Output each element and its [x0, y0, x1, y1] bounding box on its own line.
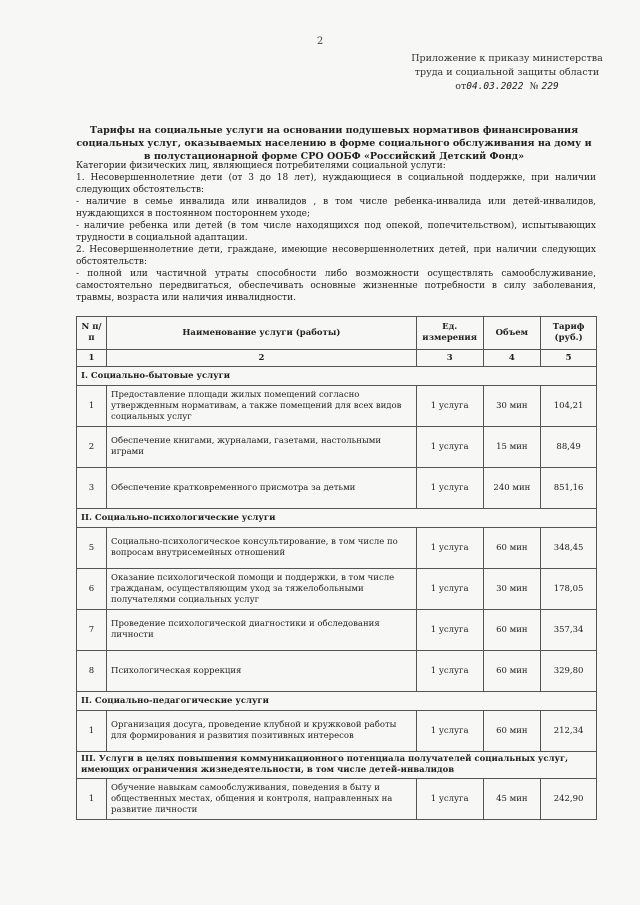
row-number: 1: [77, 779, 107, 820]
table-header-row: [77, 317, 597, 350]
row-volume: 240 мин: [483, 468, 541, 509]
row-unit: 1 услуга: [416, 386, 483, 427]
row-tariff: 851,16: [541, 468, 597, 509]
table-index-row: [77, 350, 597, 367]
intro-paragraph: Категории физических лиц, являющиеся потребителями социальной услуги:: [76, 161, 446, 171]
row-number: 2: [77, 427, 107, 468]
table-row: [77, 711, 597, 752]
row-number: 8: [77, 651, 107, 692]
row-number: 6: [77, 569, 107, 610]
section-title: II. Социально-психологические услуги: [77, 509, 597, 528]
row-volume: 60 мин: [483, 528, 541, 569]
table-row: [77, 528, 597, 569]
row-volume: 60 мин: [483, 651, 541, 692]
appendix-note: [397, 52, 617, 94]
row-number: 1: [77, 386, 107, 427]
row-tariff: 348,45: [541, 528, 597, 569]
header-service-name: Наименование услуги (работы): [107, 317, 417, 350]
row-tariff: 357,34: [541, 610, 597, 651]
row-volume: 30 мин: [483, 569, 541, 610]
row-service-name: Оказание психологической помощи и поддержки, в том числе гражданам, осуществляющим уход за тяжелобольными получателями социальных услуг: [107, 569, 417, 610]
table-row: [77, 651, 597, 692]
table-row: [77, 569, 597, 610]
header-volume: Объем: [483, 317, 541, 350]
row-service-name: Социально-психологическое консультирование, в том числе по вопросам внутрисемейных отношений: [107, 528, 417, 569]
page-number: 2: [316, 36, 324, 47]
row-number: 3: [77, 468, 107, 509]
intro-paragraph: 2. Несовершеннолетние дети, граждане, имеющие несовершеннолетних детей, при наличии следующих обстоятельств:: [76, 245, 596, 267]
appendix-number-sign: №: [529, 81, 539, 92]
row-volume: 30 мин: [483, 386, 541, 427]
document-title: Тарифы на социальные услуги на основании подушевых нормативов финансирования социальных услуг, оказываемых населению в форме социального обслуживания на дому и в полустационарной форме СРО ООБФ «Российский Детский Фонд»: [76, 125, 592, 162]
index-cell: 5: [541, 350, 597, 367]
row-volume: 45 мин: [483, 779, 541, 820]
row-service-name: Обеспечение книгами, журналами, газетами, настольными играми: [107, 427, 417, 468]
table-row: [77, 468, 597, 509]
header-unit: Ед. измерения: [416, 317, 483, 350]
row-service-name: Предоставление площади жилых помещений согласно утвержденным нормативам, а также помещений для всех видов социальных услуг: [107, 386, 417, 427]
intro-paragraph: - наличие в семье инвалида или инвалидов , в том числе ребенка-инвалида или детей-инвалидов, нуждающихся в постоянном постороннем уходе;: [76, 197, 596, 219]
row-unit: 1 услуга: [416, 569, 483, 610]
appendix-prefix: от: [455, 81, 467, 92]
row-volume: 15 мин: [483, 427, 541, 468]
row-tariff: 329,80: [541, 651, 597, 692]
row-tariff: 212,34: [541, 711, 597, 752]
appendix-date: 04.03.2022: [466, 81, 524, 92]
section-row: [77, 692, 597, 711]
tariff-table: [76, 316, 597, 820]
row-unit: 1 услуга: [416, 427, 483, 468]
row-service-name: Психологическая коррекция: [107, 651, 417, 692]
appendix-line-2: труда и социальной защиты области: [414, 67, 600, 78]
intro-text: [76, 160, 596, 304]
section-row: [77, 752, 597, 779]
appendix-line-3: [397, 80, 617, 94]
row-unit: 1 услуга: [416, 651, 483, 692]
row-number: 5: [77, 528, 107, 569]
table-row: [77, 427, 597, 468]
row-unit: 1 услуга: [416, 779, 483, 820]
index-cell: 3: [416, 350, 483, 367]
intro-paragraph: - полной или частичной утраты способности либо возможности осуществлять самообслуживание, самостоятельно передвигаться, обеспечивать основные жизненные потребности в силу заболевания, травмы, возраста или наличия инвалидности.: [76, 269, 596, 303]
row-unit: 1 услуга: [416, 468, 483, 509]
table-row: [77, 779, 597, 820]
row-volume: 60 мин: [483, 711, 541, 752]
section-row: [77, 367, 597, 386]
header-number: N п/п: [77, 317, 107, 350]
row-number: 7: [77, 610, 107, 651]
row-service-name: Обучение навыкам самообслуживания, поведения в быту и общественных местах, общения и контроля, направленных на развитие личности: [107, 779, 417, 820]
row-unit: 1 услуга: [416, 610, 483, 651]
intro-paragraph: 1. Несовершеннолетние дети (от 3 до 18 лет), нуждающиеся в социальной поддержке, при наличии следующих обстоятельств:: [76, 173, 596, 195]
section-title: I. Социально-бытовые услуги: [77, 367, 597, 386]
table-row: [77, 610, 597, 651]
row-service-name: Обеспечение кратковременного присмотра за детьми: [107, 468, 417, 509]
row-volume: 60 мин: [483, 610, 541, 651]
row-number: 1: [77, 711, 107, 752]
row-unit: 1 услуга: [416, 711, 483, 752]
appendix-line-1: Приложение к приказу министерства: [411, 53, 603, 64]
index-cell: 2: [107, 350, 417, 367]
appendix-number: 229: [541, 81, 559, 92]
intro-paragraph: - наличие ребенка или детей (в том числе находящихся под опекой, попечительством), испытывающих трудности в социальной адаптации.: [76, 221, 596, 243]
index-cell: 4: [483, 350, 541, 367]
row-service-name: Организация досуга, проведение клубной и кружковой работы для формирования и развития позитивных интересов: [107, 711, 417, 752]
index-cell: 1: [77, 350, 107, 367]
row-tariff: 242,90: [541, 779, 597, 820]
section-row: [77, 509, 597, 528]
row-tariff: 178,05: [541, 569, 597, 610]
row-tariff: 104,21: [541, 386, 597, 427]
section-title: II. Социально-педагогические услуги: [77, 692, 597, 711]
row-tariff: 88,49: [541, 427, 597, 468]
table-row: [77, 386, 597, 427]
row-unit: 1 услуга: [416, 528, 483, 569]
header-tariff: Тариф (руб.): [541, 317, 597, 350]
row-service-name: Проведение психологической диагностики и обследования личности: [107, 610, 417, 651]
section-title: III. Услуги в целях повышения коммуникационного потенциала получателей социальных услуг, имеющих ограничения жизнедеятельности, в том числе детей-инвалидов: [77, 752, 597, 779]
